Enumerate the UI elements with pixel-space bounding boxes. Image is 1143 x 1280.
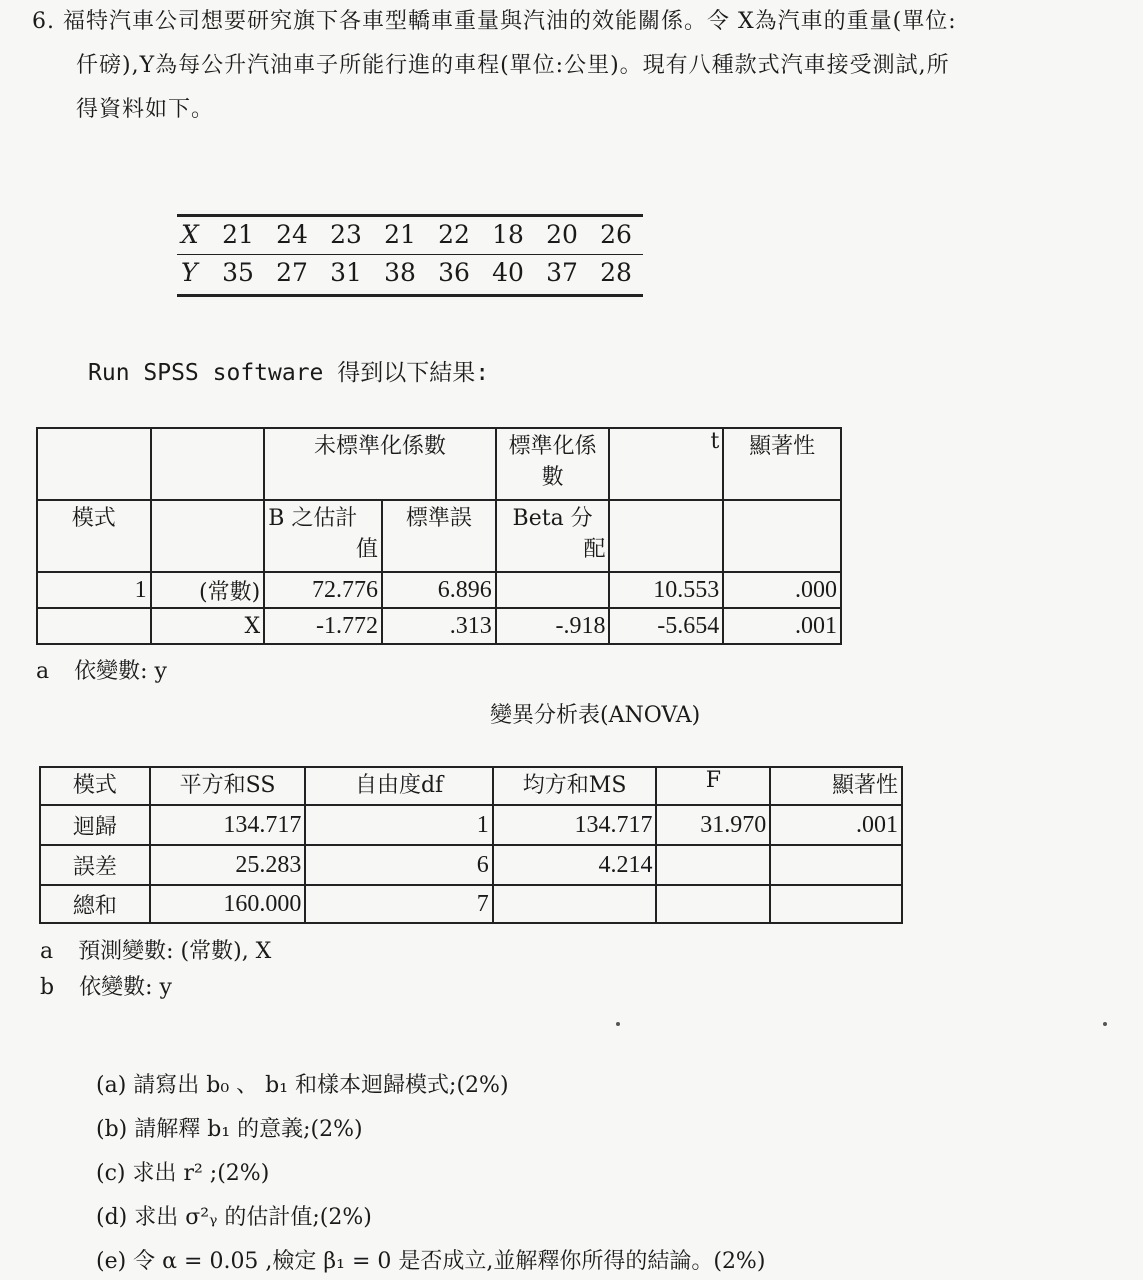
- spss-intro: Run SPSS software 得到以下結果:: [88, 360, 490, 386]
- question-item-c: (c) 求出 r² ;(2%): [96, 1161, 270, 1186]
- x-label: X: [181, 220, 199, 249]
- anova-row-total: [40, 885, 902, 923]
- coef-beta-value: [496, 572, 610, 608]
- anova-header-f: F: [656, 767, 770, 805]
- y-value: 28: [600, 258, 632, 287]
- question-line-1: [32, 4, 957, 35]
- anova-row-error: [40, 845, 902, 885]
- coef-col-beta-line2: 配: [583, 537, 606, 562]
- question-item-d: (d) 求出 σ²ᵧ 的估計值;(2%): [96, 1205, 372, 1230]
- coef-t-value: -5.654: [609, 608, 723, 644]
- question-text-1: 福特汽車公司想要研究旗下各車型轎車重量與汽油的效能關係。令 X為汽車的重量(單位:: [63, 9, 957, 34]
- coef-header-std-line2: 數: [541, 465, 564, 490]
- anova-row-name: 總和: [40, 885, 150, 923]
- coef-footnote-letter: a: [36, 659, 50, 684]
- coef-footnote: [36, 654, 167, 685]
- anova-ms-value: [493, 885, 657, 923]
- scan-speck: [616, 1022, 620, 1026]
- xy-row-y: [177, 258, 643, 292]
- coef-header-empty: [609, 500, 723, 572]
- anova-f-value: [656, 885, 770, 923]
- y-value: 27: [276, 258, 308, 287]
- coef-b-value: 72.776: [264, 572, 382, 608]
- coef-b-value: -1.772: [264, 608, 382, 644]
- coef-col-se: 標準誤: [382, 500, 496, 572]
- y-value: 37: [546, 258, 578, 287]
- coef-term-name: X: [151, 608, 265, 644]
- coef-header-row-2: [37, 500, 841, 572]
- question-item-a: (a) 請寫出 b₀ 、 b₁ 和樣本迴歸模式;(2%): [96, 1073, 509, 1098]
- anova-df-value: 6: [305, 845, 492, 885]
- anova-header-row: [40, 767, 902, 805]
- anova-df-value: 7: [305, 885, 492, 923]
- scan-speck: [1103, 1022, 1107, 1026]
- anova-ss-value: 160.000: [150, 885, 306, 923]
- coef-header-empty: [37, 428, 151, 500]
- coef-sig-value: .000: [723, 572, 841, 608]
- y-value: 36: [438, 258, 470, 287]
- anova-header-df: 自由度df: [305, 767, 492, 805]
- y-value: 38: [384, 258, 416, 287]
- coef-se-value: 6.896: [382, 572, 496, 608]
- question-item-e: (e) 令 α = 0.05 ,檢定 β₁ = 0 是否成立,並解釋你所得的結論。(2%): [96, 1249, 766, 1274]
- coef-col-model: 模式: [37, 500, 151, 572]
- coef-header-sig: 顯著性: [723, 428, 841, 500]
- x-value: 20: [546, 220, 578, 249]
- coef-beta-value: -.918: [496, 608, 610, 644]
- y-value: 31: [330, 258, 362, 287]
- x-value: 22: [438, 220, 470, 249]
- x-value: 26: [600, 220, 632, 249]
- anova-row-regression: [40, 805, 902, 845]
- anova-footnote-a-text: 預測變數: (常數), X: [78, 939, 272, 964]
- coef-header-std: [496, 428, 610, 500]
- coef-se-value: .313: [382, 608, 496, 644]
- anova-header-sig: 顯著性: [770, 767, 902, 805]
- coef-col-beta: [496, 500, 610, 572]
- y-value: 40: [492, 258, 524, 287]
- xy-mid-rule: [177, 254, 643, 255]
- coef-col-b-line2: 值: [355, 537, 378, 562]
- xy-row-x: [177, 220, 643, 254]
- y-label: Y: [181, 258, 198, 287]
- coef-row-x: [37, 608, 841, 644]
- x-value: 18: [492, 220, 524, 249]
- anova-row-name: 誤差: [40, 845, 150, 885]
- anova-df-value: 1: [305, 805, 492, 845]
- coef-header-empty: [151, 500, 265, 572]
- coef-header-empty: [723, 500, 841, 572]
- anova-footnote-b-text: 依變數: y: [79, 975, 172, 1000]
- anova-footnote-b-letter: b: [40, 975, 55, 1000]
- anova-sig-value: [770, 885, 902, 923]
- coef-footnote-text: 依變數: y: [74, 659, 167, 684]
- coef-model-number: [37, 608, 151, 644]
- coef-sig-value: .001: [723, 608, 841, 644]
- coef-header-std-line1: 標準化係: [508, 434, 597, 459]
- coef-model-number: 1: [37, 572, 151, 608]
- anova-sig-value: .001: [770, 805, 902, 845]
- x-value: 21: [384, 220, 416, 249]
- xy-bottom-rule: [177, 294, 643, 297]
- question-line-3: 得資料如下。: [76, 97, 215, 122]
- coef-header-row-1: [37, 428, 841, 500]
- question-number: 6.: [32, 9, 55, 34]
- xy-data-table: [177, 214, 643, 298]
- anova-ms-value: 4.214: [493, 845, 657, 885]
- coef-header-unstd: 未標準化係數: [264, 428, 496, 500]
- anova-sig-value: [770, 845, 902, 885]
- anova-header-ss: 平方和SS: [150, 767, 306, 805]
- x-value: 23: [330, 220, 362, 249]
- coef-col-b: [264, 500, 382, 572]
- coef-term-name: (常數): [151, 572, 265, 608]
- anova-header-ms: 均方和MS: [493, 767, 657, 805]
- coef-col-beta-line1: Beta 分: [512, 506, 593, 531]
- coef-row-constant: [37, 572, 841, 608]
- coef-col-b-line1: B 之估計: [268, 506, 358, 531]
- coefficients-table: [36, 427, 842, 645]
- anova-f-value: [656, 845, 770, 885]
- xy-top-rule: [177, 214, 643, 217]
- question-item-b: (b) 請解釋 b₁ 的意義;(2%): [96, 1117, 363, 1142]
- y-value: 35: [222, 258, 254, 287]
- anova-f-value: 31.970: [656, 805, 770, 845]
- coef-header-t: t: [609, 428, 723, 500]
- anova-footnote-a-letter: a: [40, 939, 54, 964]
- anova-row-name: 迴歸: [40, 805, 150, 845]
- coef-header-empty: [151, 428, 265, 500]
- anova-footnote-a: [40, 934, 271, 965]
- anova-table: [39, 766, 903, 924]
- x-value: 24: [276, 220, 308, 249]
- anova-header-model: 模式: [40, 767, 150, 805]
- coef-t-value: 10.553: [609, 572, 723, 608]
- anova-ss-value: 25.283: [150, 845, 306, 885]
- x-value: 21: [222, 220, 254, 249]
- anova-ss-value: 134.717: [150, 805, 306, 845]
- anova-footnote-b: [40, 970, 172, 1001]
- anova-title: 變異分析表(ANOVA): [490, 703, 701, 728]
- question-line-2: 仟磅),Y為每公升汽油車子所能行進的車程(單位:公里)。現有八種款式汽車接受測試,所: [76, 53, 950, 78]
- anova-ms-value: 134.717: [493, 805, 657, 845]
